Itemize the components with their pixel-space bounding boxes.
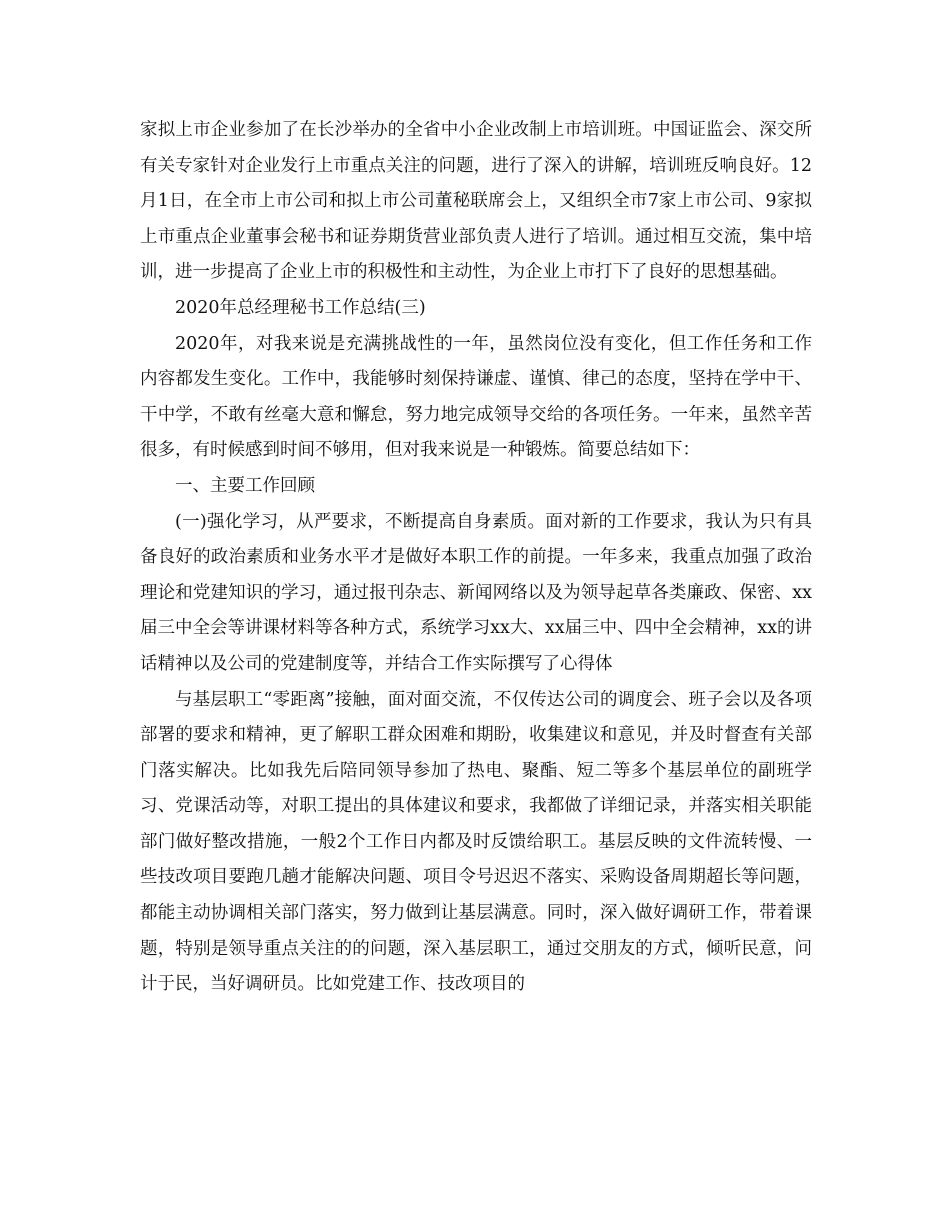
paragraph-study: (一)强化学习，从严要求，不断提高自身素质。面对新的工作要求，我认为只有具备良好的政治素质和业务水平才是做好本职工作的前提。一年多来，我重点加强了政治理论和党建知识的学习，通过报刊杂志、新闻网络以及为领导起草各类廉政、保密、xx届三中全会等讲课材料等各种方式，系统学习xx大、xx届三中、四中全会精神，xx的讲话精神以及公司的党建制度等，并结合工作实际撰写了心得体 — [140, 511, 812, 674]
document-body — [140, 113, 812, 1003]
section-title: 2020年总经理秘书工作总结(三) — [175, 297, 426, 318]
paragraph-continuation: 家拟上市企业参加了在长沙举办的全省中小企业改制上市培训班。中国证监会、深交所有关专家针对企业发行上市重点关注的问题，进行了深入的讲解，培训班反响良好。12月1日，在全市上市公司和拟上市公司董秘联席会上，又组织全市7家上市公司、9家拟上市重点企业董事会秘书和证券期货营业部负责人进行了培训。通过相互交流，集中培训，进一步提高了企业上市的积极性和主动性，为企业上市打下了良好的思想基础。 — [140, 120, 812, 283]
paragraph-intro: 2020年，对我来说是充满挑战性的一年，虽然岗位没有变化，但工作任务和工作内容都发生变化。工作中，我能够时刻保持谦虚、谨慎、律己的态度，坚持在学中干、干中学，不敢有丝毫大意和懈怠，努力地完成领导交给的各项任务。一年来，虽然辛苦很多，有时候感到时间不够用，但对我来说是一种锻炼。简要总结如下： — [140, 333, 812, 461]
paragraph-contact: 与基层职工“零距离”接触，面对面交流，不仅传达公司的调度会、班子会以及各项部署的要求和精神，更了解职工群众困难和期盼，收集建议和意见，并及时督查有关部门落实解决。比如我先后陪同领导参加了热电、聚酯、短二等多个基层单位的副班学习、党课活动等，对职工提出的具体建议和要求，我都做了详细记录，并落实相关职能部门做好整改措施，一般2个工作日内都及时反馈给职工。基层反映的文件流转慢、一些技改项目要跑几趟才能解决问题、项目令号迟迟不落实、采购设备周期超长等问题，都能主动协调相关部门落实，努力做到让基层满意。同时，深入做好调研工作，带着课题，特别是领导重点关注的的问题，深入基层职工，通过交朋友的方式，倾听民意，问计于民，当好调研员。比如党建工作、技改项目的 — [140, 689, 812, 995]
section-heading: 一、主要工作回顾 — [175, 475, 315, 496]
